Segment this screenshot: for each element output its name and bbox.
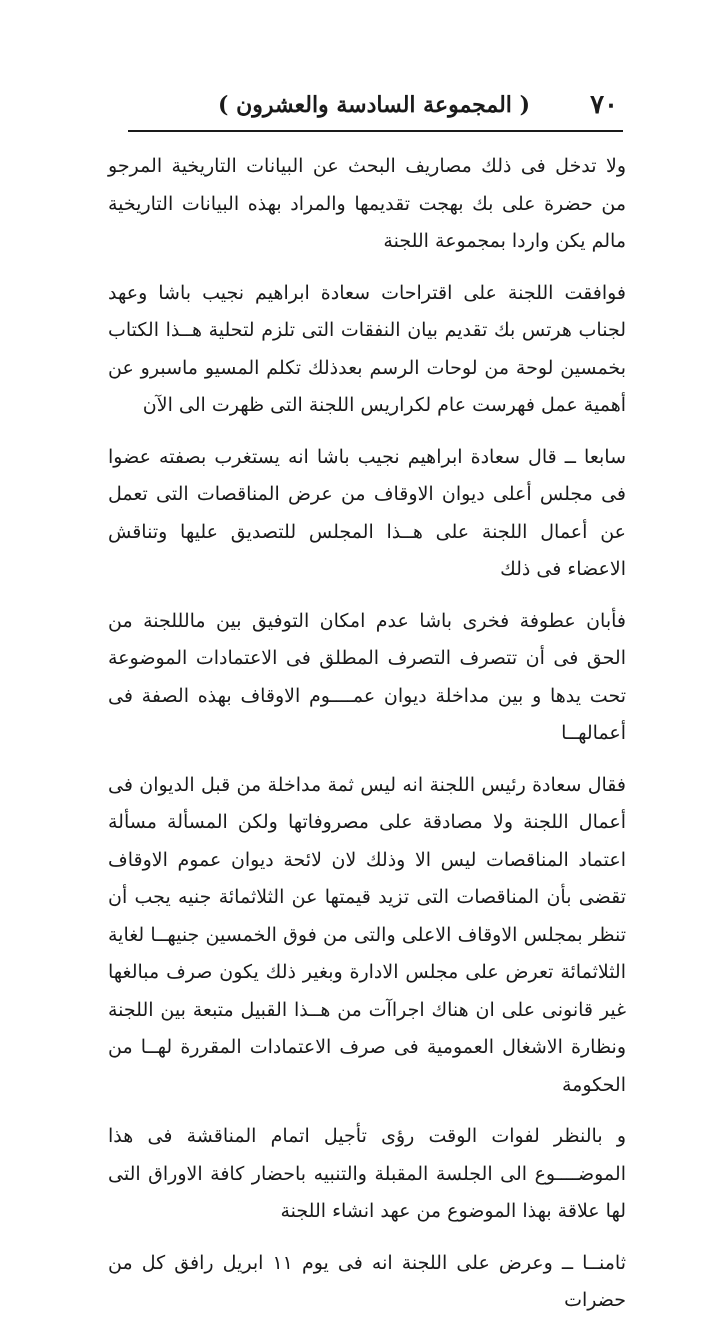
body-text [108, 148, 626, 1320]
header-rule [128, 130, 623, 132]
paragraph-7: ثامنــا ــ وعرض على اللجنة انه فى يوم ١١ ابريل رافق كل من حضرات [108, 1251, 627, 1311]
paragraph-4: فأبان عطوفة فخرى باشا عدم امكان التوفيق بين مالللجنة من الحق فى أن تتصرف التصرف المطلق فى الاعتمادات الموضوعة تحت يدها و بين مداخلة ديوان عمــــوم الاوقاف بهذه الصفة فى أعمالهــا [108, 609, 626, 744]
running-title: ( المجموعة السادسة والعشرون ) [218, 92, 530, 118]
paragraph-5: فقال سعادة رئيس اللجنة انه ليس ثمة مداخلة من قبل الديوان فى أعمال اللجنة ولا مصادقة على مصروفاتها ولكن المسألة مسألة اعتماد المناقصات ليس الا وذلك لان لائحة ديوان عموم الاوقاف تقضى بأن المناقصات التى تزيد قيمتها عن الثلاثمائة جنيه يجب أن تنظر بمجلس الاوقاف الاعلى والتى من فوق الخمسين جنيهــا لغاية الثلاثمائة تعرض على مجلس الادارة وبغير ذلك يكون صرف مبالغها غير قانونى على ان هناك اجراآت من هــذا القبيل متبعة بين اللجنة ونظارة الاشغال العمومية فى صرف الاعتمادات المقررة لهــا من الحكومة [108, 773, 626, 1096]
paragraph-6: و بالنظر لفوات الوقت رؤى تأجيل اتمام المناقشة فى هذا الموضــــوع الى الجلسة المقبلة والتنبيه باحضار كافة الاوراق التى لها علاقة بهذا الموضوع من عهد انشاء اللجنة [108, 1125, 626, 1222]
paragraph-1: ولا تدخل فى ذلك مصاريف البحث عن البيانات التاريخية المرجو من حضرة على بك بهجت تقديمها والمراد بهذه البيانات التاريخية مالم يكن واردا بمجموعة اللجنة [108, 155, 626, 252]
page-header [130, 88, 618, 128]
paragraph-2: فوافقت اللجنة على اقتراحات سعادة ابراهيم نجيب باشا وعهد لجناب هرتس بك تقديم بيان النفقات التى تلزم لتحلية هــذا الكتاب بخمسين لوحة من لوحات الرسم بعدذلك تكلم المسيو ماسبرو عن أهمية عمل فهرست عام لكراريس اللجنة التى ظهرت الى الآن [108, 281, 626, 416]
paragraph-3: سابعا ــ قال سعادة ابراهيم نجيب باشا انه يستغرب بصفته عضوا فى مجلس أعلى ديوان الاوقاف من عرض المناقصات التى تعمل عن أعمال اللجنة على هــذا المجلس للتصديق عليها وتناقش الاعضاء فى ذلك [108, 445, 626, 580]
page-number: ٧٠ [590, 90, 618, 120]
